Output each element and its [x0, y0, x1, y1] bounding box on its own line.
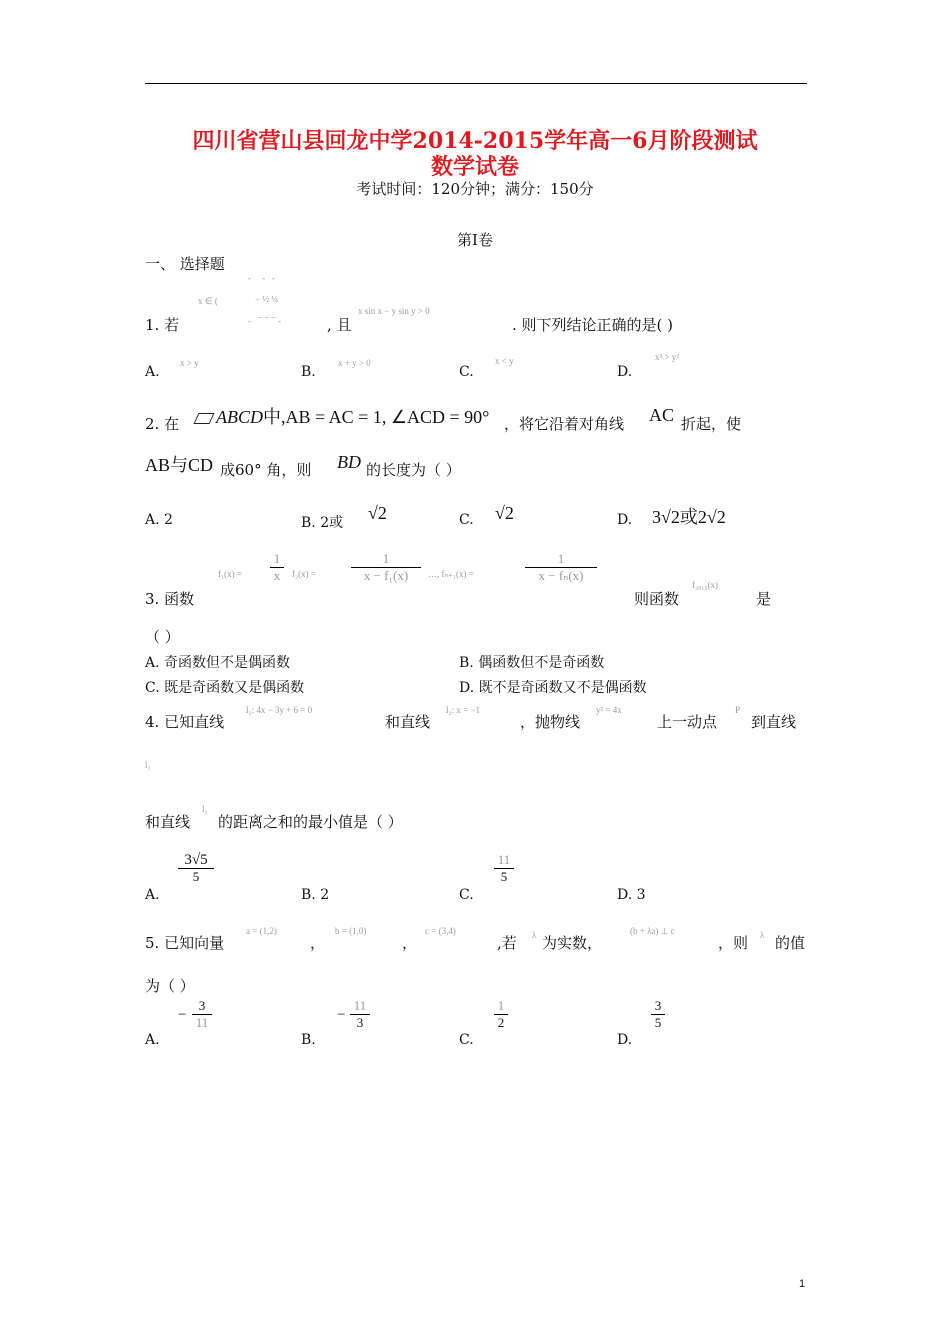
q3-stem-is: 是 [756, 590, 772, 608]
q5-lambda: λ [532, 930, 537, 940]
q2-math-ab-cd: AB与CD [145, 455, 214, 475]
q4-line2-formula: l₂: x = −1 [446, 705, 481, 715]
q3-option-b: B. 偶函数但不是奇函数 [459, 655, 605, 671]
q5-option-b-minus: − [337, 1007, 346, 1023]
page-subtitle: 数学试卷 [430, 154, 519, 180]
q5-stem-start: 5. 已知向量 [145, 934, 225, 952]
q1-stem-and: , 且 [327, 316, 352, 334]
q1-formula-frac: − ½ ¼ [255, 294, 279, 304]
q4-line1-formula: l₁: 4x − 3y + 6 = 0 [246, 705, 313, 715]
q4-point-p: P [735, 705, 741, 715]
q4-option-b: B. 2 [301, 887, 330, 903]
q2-math-conditions: 中,AB = AC = 1, ∠ACD = 90° [263, 407, 490, 427]
q3-f1-label: f₁(x) = [218, 569, 242, 579]
q2-option-d-math: 3√2或2√2 [652, 507, 726, 527]
exam-info: 考试时间：120分钟；满分：150分 [356, 180, 594, 198]
q3-paren: （ ） [145, 628, 180, 646]
q5-vector-a: a = (1,2) [246, 926, 277, 936]
q1-formula-marks: - - - [248, 273, 275, 283]
q3-fn-fraction: 1 x − fₙ(x) [525, 551, 597, 584]
q5-condition: (b + λa) ⊥ c [630, 926, 675, 936]
q3-option-d: D. 既不是奇函数又不是偶函数 [459, 680, 647, 696]
q3-f2-fraction: 1 x − f₁(x) [351, 551, 421, 584]
q1-option-c: C. [459, 364, 474, 380]
q2-option-c: C. [459, 512, 474, 528]
q4-stem-parabola: ，抛物线 [520, 713, 581, 731]
q5-comma-1: ， [310, 934, 326, 952]
q5-lambda-2: λ [760, 930, 765, 940]
q2-stem-fold: ，将它沿着对角线 [504, 415, 625, 433]
parallelogram-icon [193, 413, 214, 424]
q1-option-d: D. [617, 364, 633, 380]
q5-option-a-minus: − [178, 1007, 187, 1023]
q5-stem-if: ,若 [497, 934, 517, 952]
section-heading: 一、 选择题 [145, 255, 225, 273]
q5-stem-then: ，则 [718, 934, 749, 952]
q2-option-d: D. [617, 512, 633, 528]
q5-option-d: D. [617, 1032, 633, 1048]
q5-vector-b: b = (1,0) [335, 926, 367, 936]
q3-fn-label: …, fₙ₊₁(x) = [428, 569, 474, 579]
q2-stem-start: 2. 在 [145, 415, 180, 433]
q5-stem-value: 的值 [775, 934, 806, 952]
q1-formula-bottom: - ¯ ¯ ¯ - [248, 316, 281, 326]
q1-option-a: A. [145, 364, 160, 380]
q1-option-b: B. [301, 364, 316, 380]
q2-math-bd: BD [337, 452, 361, 472]
q4-l1-mark: l₁ [145, 760, 151, 770]
q3-option-a: A. 奇函数但不是偶函数 [145, 655, 291, 671]
q5-comma-2: ， [402, 934, 418, 952]
q5-stem-real: 为实数， [542, 934, 603, 952]
page-title: 四川省营山县回龙中学2014-2015学年高一6月阶段测试 [192, 128, 758, 154]
q2-math-abcd: ABCD [216, 407, 263, 427]
q2-option-a: A. 2 [145, 512, 173, 528]
q5-option-b: B. [301, 1032, 316, 1048]
q4-option-a: A. [145, 887, 160, 903]
q4-stem-distance: 的距离之和的最小值是（ ） [218, 813, 403, 831]
q4-option-c-fraction: 11 5 [494, 852, 514, 885]
q5-option-a-fraction: 3 11 [192, 998, 212, 1031]
q1-stem-end: . 则下列结论正确的是( ) [512, 316, 674, 334]
q5-option-a: A. [145, 1032, 160, 1048]
volume-label: 第I卷 [457, 231, 493, 249]
q5-vector-c: c = (3,4) [425, 926, 456, 936]
q4-stem-and: 和直线 [385, 713, 431, 731]
q5-option-c-fraction: 1 2 [494, 998, 508, 1031]
q5-option-c: C. [459, 1032, 474, 1048]
q4-l2-mark: l₂ [202, 804, 208, 814]
q1-option-a-formula: x > y [180, 358, 199, 368]
q3-f1-fraction: 1 x [270, 551, 284, 584]
q2-stem-length: 的长度为（ ） [366, 461, 461, 479]
top-rule [145, 83, 807, 84]
q3-stem-then: 则函数 [634, 590, 680, 608]
q1-option-d-formula: x² > y² [655, 352, 679, 362]
q3-option-c: C. 既是奇函数又是偶函数 [145, 680, 305, 696]
q1-option-c-formula: x < y [495, 356, 514, 366]
q3-f2015-formula: f₂₀₁₅(x) [692, 580, 719, 590]
q3-f2-label: f₂(x) = [292, 569, 316, 579]
q2-option-c-math: √2 [495, 503, 514, 523]
q4-parabola-formula: y² = 4x [596, 705, 622, 715]
q5-option-d-fraction: 3 5 [651, 998, 665, 1031]
q2-option-b: B. 2或 [301, 515, 344, 531]
q5-option-b-fraction: 11 3 [350, 998, 370, 1031]
q2-math-ac: AC [649, 405, 675, 425]
q4-stem-start: 4. 已知直线 [145, 713, 225, 731]
q2-stem-angle: 成60° 角，则 [220, 461, 312, 479]
q4-option-a-fraction: 3√5 5 [178, 852, 214, 885]
page-number: 1 [799, 1278, 806, 1290]
q1-stem-start: 1. 若 [145, 316, 180, 334]
q4-option-d: D. 3 [617, 887, 646, 903]
q3-stem-start: 3. 函数 [145, 590, 195, 608]
q1-option-b-formula: x + y > 0 [338, 358, 371, 368]
q4-stem-and-line: 和直线 [145, 813, 191, 831]
q2-stem-make: 折起，使 [681, 415, 742, 433]
q1-condition-formula: x sin x − y sin y > 0 [358, 306, 430, 316]
q2-option-b-math: √2 [368, 503, 387, 523]
q5-stem-is: 为（ ） [145, 977, 195, 995]
q1-formula-left: x ∈ ( [198, 296, 218, 306]
q4-stem-point: 上一动点 [657, 713, 718, 731]
q2-math-parallelogram [196, 403, 489, 429]
q4-stem-to-line: 到直线 [751, 713, 797, 731]
q4-option-c: C. [459, 887, 474, 903]
